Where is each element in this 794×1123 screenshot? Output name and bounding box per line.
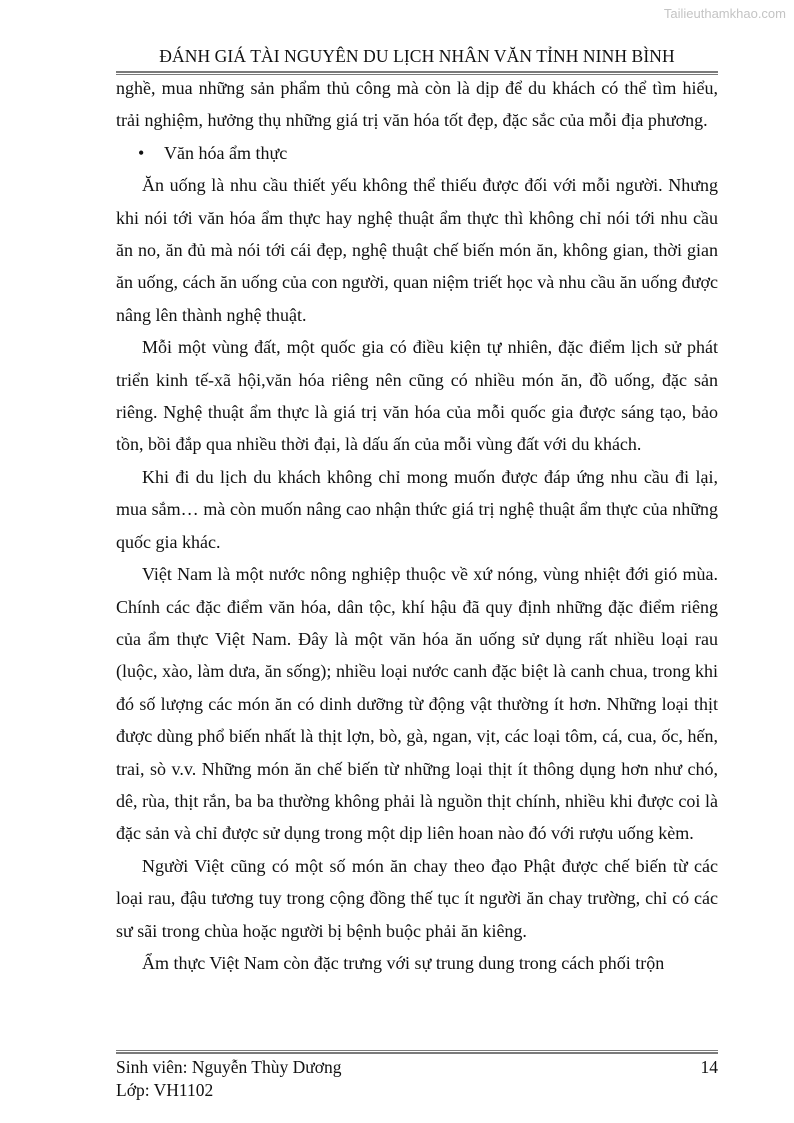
footer-class: Lớp: VH1102 xyxy=(116,1080,214,1100)
paragraph: Việt Nam là một nước nông nghiệp thuộc về xứ nóng, vùng nhiệt đới gió mùa. Chính các đặc điểm văn hóa, dân tộc, khí hậu đã quy định những đặc điểm riêng của ẩm thực Việt Nam. Đây là một văn hóa ăn uống sử dụng rất nhiều loại rau (luộc, xào, làm dưa, ăn sống); nhiều loại nước canh đặc biệt là canh chua, trong khi đó số lượng các món ăn có dinh dưỡng từ động vật thường ít hơn. Những loại thịt được dùng phổ biến nhất là thịt lợn, bò, gà, ngan, vịt, các loại tôm, cá, cua, ốc, hến, trai, sò v.v. Những món ăn chế biến từ những loại thịt ít thông dụng hơn như chó, dê, rùa, thịt rắn, ba ba thường không phải là nguồn thịt chính, nhiều khi được coi là đặc sản và chỉ được sử dụng trong một dịp liên hoan nào đó với rượu uống kèm. xyxy=(116,564,718,844)
footer-student: Sinh viên: Nguyễn Thùy Dương xyxy=(116,1057,342,1077)
page-footer xyxy=(116,1056,718,1102)
bullet-icon: • xyxy=(138,142,145,163)
running-header: ĐÁNH GIÁ TÀI NGUYÊN DU LỊCH NHÂN VĂN TỈNH NINH BÌNH xyxy=(159,46,675,66)
footer-divider xyxy=(116,1050,718,1054)
bullet-label: Văn hóa ẩm thực xyxy=(164,142,288,163)
bullet-item xyxy=(116,137,718,169)
document-body xyxy=(116,72,718,979)
paragraph: Ẩm thực Việt Nam còn đặc trưng với sự trung dung trong cách phối trộn xyxy=(142,952,665,973)
paragraph: Người Việt cũng có một số món ăn chay theo đạo Phật được chế biến từ các loại rau, đậu tương tuy trong cộng đồng thế tục ít người ăn chay trường, chỉ có các sư sãi trong chùa hoặc người bị bệnh buộc phải ăn kiêng. xyxy=(116,855,718,941)
paragraph: Khi đi du lịch du khách không chỉ mong muốn được đáp ứng nhu cầu đi lại, mua sắm… mà còn muốn nâng cao nhận thức giá trị nghệ thuật ẩm thực của những quốc gia khác. xyxy=(116,466,718,552)
paragraph: Ăn uống là nhu cầu thiết yếu không thể thiếu được đối với mỗi người. Nhưng khi nói tới văn hóa ẩm thực hay nghệ thuật ẩm thực thì không chỉ nói tới nhu cầu ăn no, ăn đủ mà nói tới cái đẹp, nghệ thuật chế biến món ăn, không gian, thời gian ăn uống, cách ăn uống của con người, quan niệm triết học và nhu cầu ăn uống được nâng lên thành nghệ thuật. xyxy=(116,175,718,325)
page-number: 14 xyxy=(700,1057,718,1077)
paragraph: Mỗi một vùng đất, một quốc gia có điều kiện tự nhiên, đặc điểm lịch sử phát triển kinh tế-xã hội,văn hóa riêng nên cũng có nhiều món ăn, đồ uống, đặc sản riêng. Nghệ thuật ẩm thực là giá trị văn hóa của mỗi quốc gia được sáng tạo, bảo tồn, bồi đắp qua nhiều thời đại, là dấu ấn của mỗi vùng đất với du khách. xyxy=(116,337,718,455)
watermark: Tailieuthamkhao.com xyxy=(663,6,786,21)
paragraph-continued: nghề, mua những sản phẩm thủ công mà còn là dịp để du khách có thể tìm hiểu, trải nghiệm, hưởng thụ những giá trị văn hóa tốt đẹp, đặc sắc của mỗi địa phương. xyxy=(116,78,718,131)
